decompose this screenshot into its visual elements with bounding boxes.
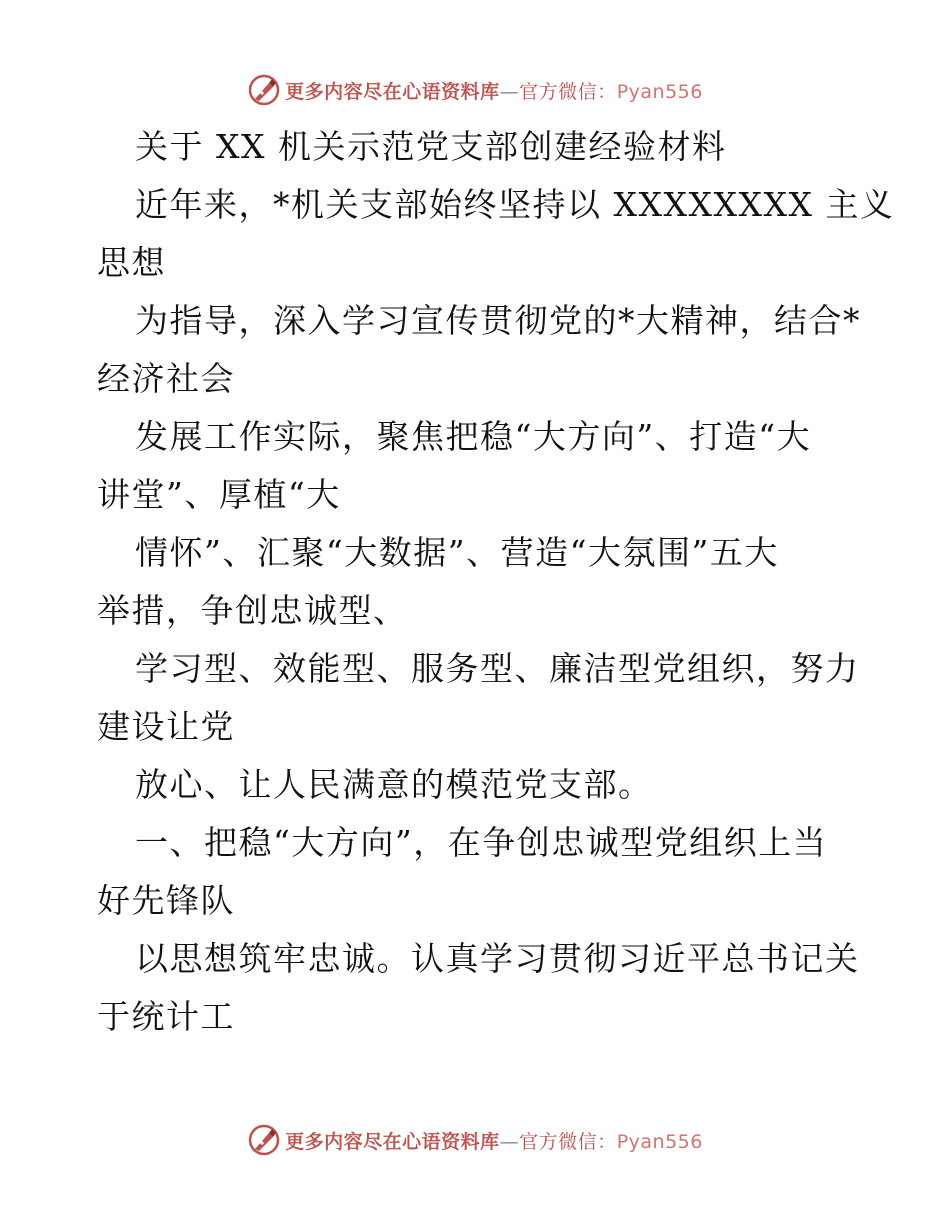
document-body	[97, 118, 895, 1046]
paragraph-line: 放心、让人民满意的模范党支部。	[135, 765, 653, 804]
paragraph-line: 举措，争创忠诚型、	[97, 591, 408, 630]
watermark-main: 更多内容尽在心语资料库	[285, 1130, 500, 1153]
watermark-dash: —	[499, 1130, 520, 1153]
watermark-main: 更多内容尽在心语资料库	[285, 80, 500, 103]
paragraph-line: 经济社会	[97, 359, 235, 398]
footer-watermark	[0, 1120, 950, 1160]
header-watermark	[0, 70, 950, 110]
paragraph-line: 发展工作实际，聚焦把稳“大方向”、打造“大	[135, 417, 812, 456]
watermark-text	[285, 77, 703, 104]
watermark-id: Pyan556	[616, 1130, 703, 1153]
paragraph-line: 近年来，*机关支部始终坚持以 XXXXXXXX 主义	[135, 185, 895, 224]
pen-logo-icon	[247, 73, 281, 107]
watermark-dash: —	[499, 80, 520, 103]
watermark-text	[285, 1127, 703, 1154]
section-heading-continued: 好先锋队	[97, 881, 235, 920]
paragraph-line: 于统计工	[97, 997, 235, 1036]
pen-logo-icon	[247, 1123, 281, 1157]
watermark-sub: 官方微信：	[519, 80, 617, 103]
watermark-id: Pyan556	[616, 80, 703, 103]
paragraph-line: 讲堂”、厚植“大	[97, 475, 341, 514]
paragraph-line: 思想	[97, 243, 166, 282]
paragraph-line: 以思想筑牢忠诚。认真学习贯彻习近平总书记关	[135, 939, 860, 978]
watermark-sub: 官方微信：	[519, 1130, 617, 1153]
paragraph-line: 学习型、效能型、服务型、廉洁型党组织，努力	[135, 649, 860, 688]
paragraph-line: 建设让党	[97, 707, 235, 746]
document-title: 关于 XX 机关示范党支部创建经验材料	[135, 127, 727, 166]
section-heading: 一、把稳“大方向”，在争创忠诚型党组织上当	[135, 823, 828, 862]
paragraph-line: 为指导，深入学习宣传贯彻党的*大精神，结合*	[135, 301, 861, 340]
paragraph-line: 情怀”、汇聚“大数据”、营造“大氛围”五大	[135, 533, 779, 572]
